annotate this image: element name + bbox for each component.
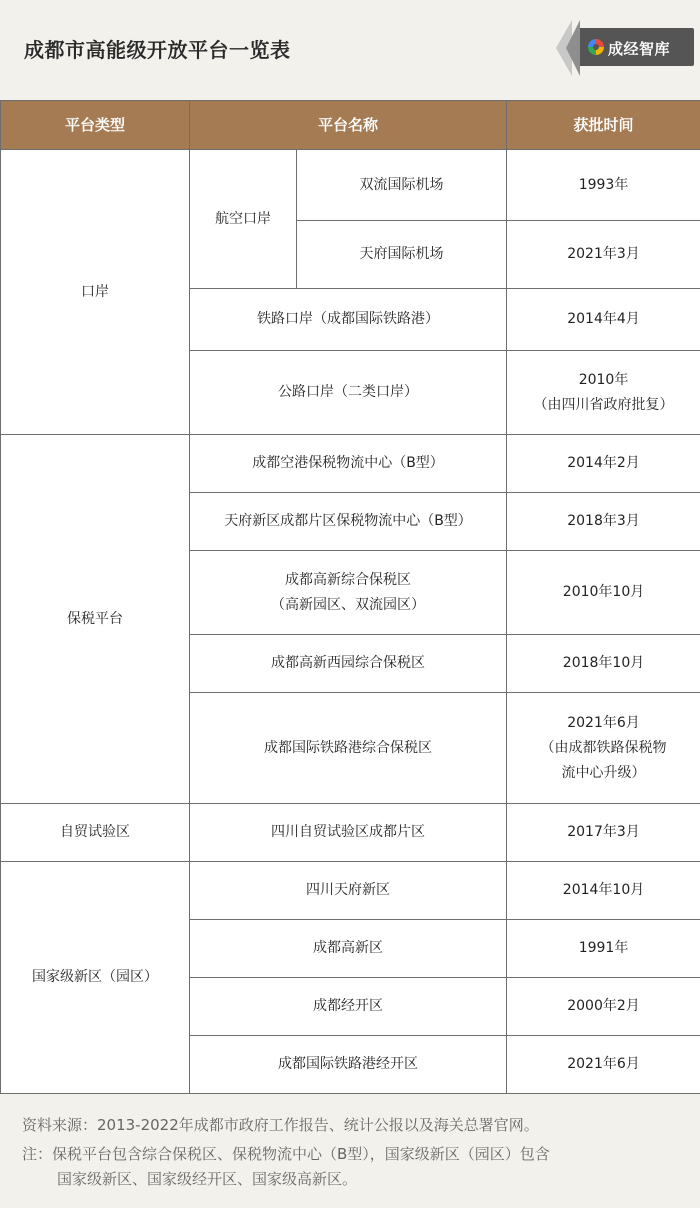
group-label-bonded: 保税平台 [1,435,190,804]
platform-name: 成都经开区 [190,978,507,1036]
platform-name [190,551,507,635]
platform-name: 公路口岸（二类口岸） [190,351,507,435]
platform-name: 四川自贸试验区成都片区 [190,804,507,862]
platform-name-line: 成都高新综合保税区 [285,571,411,588]
approval-date: 2021年6月 [507,1036,700,1094]
subgroup-label-air: 航空口岸 [190,150,297,289]
approval-date: 2014年4月 [507,289,700,351]
brand-logo [554,18,694,78]
table-row [1,804,700,862]
platform-name: 成都国际铁路港经开区 [190,1036,507,1094]
logo-text: 成经智库 [608,40,671,58]
approval-date-note: （由成都铁路保税物 [540,739,667,756]
platform-name: 四川天府新区 [190,862,507,920]
data-source-note: 资料来源：2013-2022年成都市政府工作报告、统计公报以及海关总署官网。 [22,1116,539,1134]
group-label-ftz: 自贸试验区 [1,804,190,862]
platform-name: 铁路口岸（成都国际铁路港） [190,289,507,351]
approval-date-line: 2010年 [578,371,629,388]
platform-name-sub: （高新园区、双流园区） [271,596,425,613]
platform-name: 成都高新区 [190,920,507,978]
approval-date: 2017年3月 [507,804,700,862]
approval-date: 2010年10月 [507,551,700,635]
platform-name: 成都空港保税物流中心（B型） [190,435,507,493]
logo-ring-icon [588,39,604,55]
approval-date-line: 2021年6月 [567,714,640,731]
group-label-port: 口岸 [1,150,190,435]
group-label-newarea: 国家级新区（园区） [1,862,190,1094]
header-platform-type: 平台类型 [1,101,190,150]
platform-name: 天府国际机场 [297,221,507,289]
platform-name: 天府新区成都片区保税物流中心（B型） [190,493,507,551]
page-header [0,0,700,100]
approval-date: 2014年10月 [507,862,700,920]
approval-date: 1993年 [507,150,700,221]
approval-date [507,351,700,435]
header-platform-name: 平台名称 [190,101,507,150]
footnote-line: 国家级新区、国家级经开区、国家级高新区。 [57,1170,358,1188]
approval-date-note: （由四川省政府批复） [533,396,674,413]
header-approval-date: 获批时间 [507,101,700,150]
table-row [1,862,700,920]
page-title: 成都市高能级开放平台一览表 [24,38,291,62]
approval-date: 1991年 [507,920,700,978]
footnote-line: 注：保税平台包含综合保税区、保税物流中心（B型），国家级新区（园区）包含 [22,1145,550,1163]
table-header-row [1,101,700,150]
approval-date: 2021年3月 [507,221,700,289]
logo-chevron-icon [566,20,580,76]
approval-date: 2014年2月 [507,435,700,493]
platform-name: 双流国际机场 [297,150,507,221]
footer-notes [0,1095,700,1208]
approval-date: 2000年2月 [507,978,700,1036]
approval-date: 2018年3月 [507,493,700,551]
platform-name: 成都国际铁路港综合保税区 [190,693,507,804]
approval-date-note: 流中心升级） [561,764,646,781]
table-row [1,150,700,221]
table-row [1,435,700,493]
approval-date: 2018年10月 [507,635,700,693]
platform-name: 成都高新西园综合保税区 [190,635,507,693]
approval-date [507,693,700,804]
platform-table [0,100,700,1094]
